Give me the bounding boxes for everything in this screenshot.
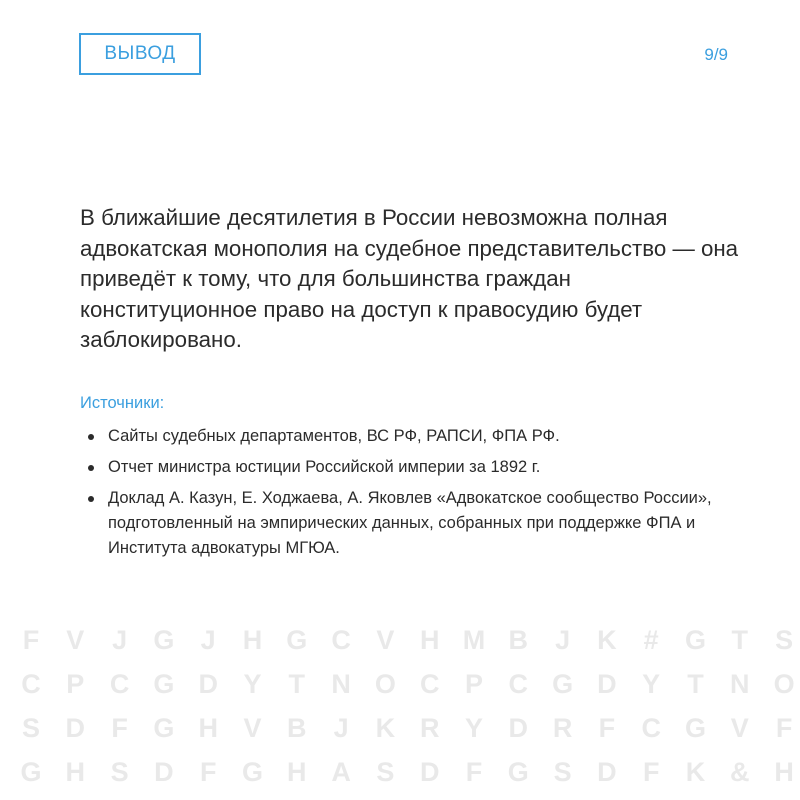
decorative-letter: G — [552, 669, 574, 699]
decorative-letter: G — [153, 713, 175, 743]
letter-row — [0, 710, 800, 754]
decorative-letter: S — [376, 757, 395, 787]
decorative-letter: V — [730, 713, 749, 743]
decorative-letter: Y — [464, 713, 483, 743]
decorative-letter: G — [153, 669, 175, 699]
decorative-letter: M — [462, 625, 486, 655]
decorative-letter: C — [419, 669, 440, 699]
decorative-letter: S — [21, 713, 40, 743]
decorative-letter: R — [552, 713, 573, 743]
decorative-letter: F — [22, 625, 40, 655]
decorative-letter: H — [774, 757, 794, 787]
decorative-letter: F — [642, 757, 660, 787]
section-badge — [79, 33, 201, 75]
decorative-letter: D — [198, 669, 218, 699]
decorative-letter: H — [242, 625, 263, 655]
page-indicator: 9/9 — [704, 45, 728, 64]
decorative-letter: C — [21, 669, 41, 699]
sources-list — [86, 424, 746, 567]
decorative-letter: B — [287, 713, 307, 743]
letter-row — [0, 666, 800, 710]
decorative-letter-grid — [0, 622, 800, 798]
decorative-letter: G — [286, 625, 308, 655]
decorative-letter: B — [508, 625, 529, 655]
decorative-letter: F — [199, 757, 217, 787]
sources-title: Источники: — [80, 394, 165, 412]
decorative-letter: G — [684, 713, 706, 743]
decorative-letter: S — [110, 757, 129, 787]
decorative-letter: D — [154, 757, 174, 787]
decorative-letter: Y — [642, 669, 661, 699]
decorative-letter: K — [597, 625, 617, 655]
decorative-letter: # — [643, 625, 659, 655]
decorative-letter: F — [465, 757, 483, 787]
decorative-letter: G — [153, 625, 175, 655]
decorative-letter: S — [553, 757, 572, 787]
decorative-letter: O — [773, 669, 795, 699]
decorative-letter: J — [333, 713, 349, 743]
decorative-letter: K — [685, 757, 706, 787]
decorative-letter: D — [597, 757, 617, 787]
decorative-letter: V — [243, 713, 262, 743]
decorative-letter: C — [641, 713, 661, 743]
letter-row — [0, 622, 800, 666]
decorative-letter: R — [419, 713, 440, 743]
decorative-letter: C — [109, 669, 130, 699]
source-item: Отчет министра юстиции Российской империи за 1892 г. — [86, 455, 746, 480]
decorative-letter: H — [287, 757, 307, 787]
decorative-letter: D — [508, 713, 529, 743]
decorative-letter: O — [374, 669, 396, 699]
decorative-letter: C — [331, 625, 351, 655]
decorative-letter: N — [331, 669, 351, 699]
decorative-letter: G — [241, 757, 263, 787]
decorative-letter: N — [730, 669, 750, 699]
decorative-letter: K — [375, 713, 396, 743]
decorative-letter: F — [598, 713, 616, 743]
decorative-letter: F — [775, 713, 793, 743]
decorative-letter: T — [731, 625, 749, 655]
decorative-letter: G — [507, 757, 529, 787]
decorative-letter: H — [419, 625, 440, 655]
letter-row — [0, 754, 800, 798]
decorative-letter: C — [508, 669, 529, 699]
decorative-letter: F — [111, 713, 128, 743]
decorative-letter: H — [198, 713, 218, 743]
decorative-letter: P — [464, 669, 483, 699]
decorative-letter: H — [65, 757, 86, 787]
decorative-letter: D — [419, 757, 440, 787]
decorative-letter: J — [112, 625, 128, 655]
decorative-letter: J — [200, 625, 216, 655]
decorative-letter: Y — [243, 669, 262, 699]
source-item: Доклад А. Казун, Е. Ходжаева, А. Яковлев «Адвокатское сообщество России», подготовленный на эмпирических данных, собранных при поддержке ФПА и Института адвокатуры МГЮА. — [86, 486, 746, 561]
decorative-letter: P — [66, 669, 85, 699]
decorative-letter: J — [555, 625, 571, 655]
decorative-letter: D — [597, 669, 617, 699]
decorative-letter: & — [730, 757, 750, 787]
conclusion-text: В ближайшие десятилетия в России невозможна полная адвокатская монополия на судебное представительство — она приведёт к тому, что для большинства граждан конституционное право на доступ к правосудию будет заблокировано. — [80, 205, 739, 352]
decorative-letter: A — [331, 757, 351, 787]
decorative-letter: G — [20, 757, 42, 787]
decorative-letter: D — [65, 713, 86, 743]
decorative-letter: T — [687, 669, 704, 699]
source-item: Сайты судебных департаментов, ВС РФ, РАПСИ, ФПА РФ. — [86, 424, 746, 449]
decorative-letter: S — [775, 625, 794, 655]
decorative-letter: G — [684, 625, 706, 655]
decorative-letter: T — [288, 669, 306, 699]
decorative-letter: V — [66, 625, 85, 655]
section-badge-label: ВЫВОД — [104, 43, 176, 64]
decorative-letter: V — [376, 625, 395, 655]
